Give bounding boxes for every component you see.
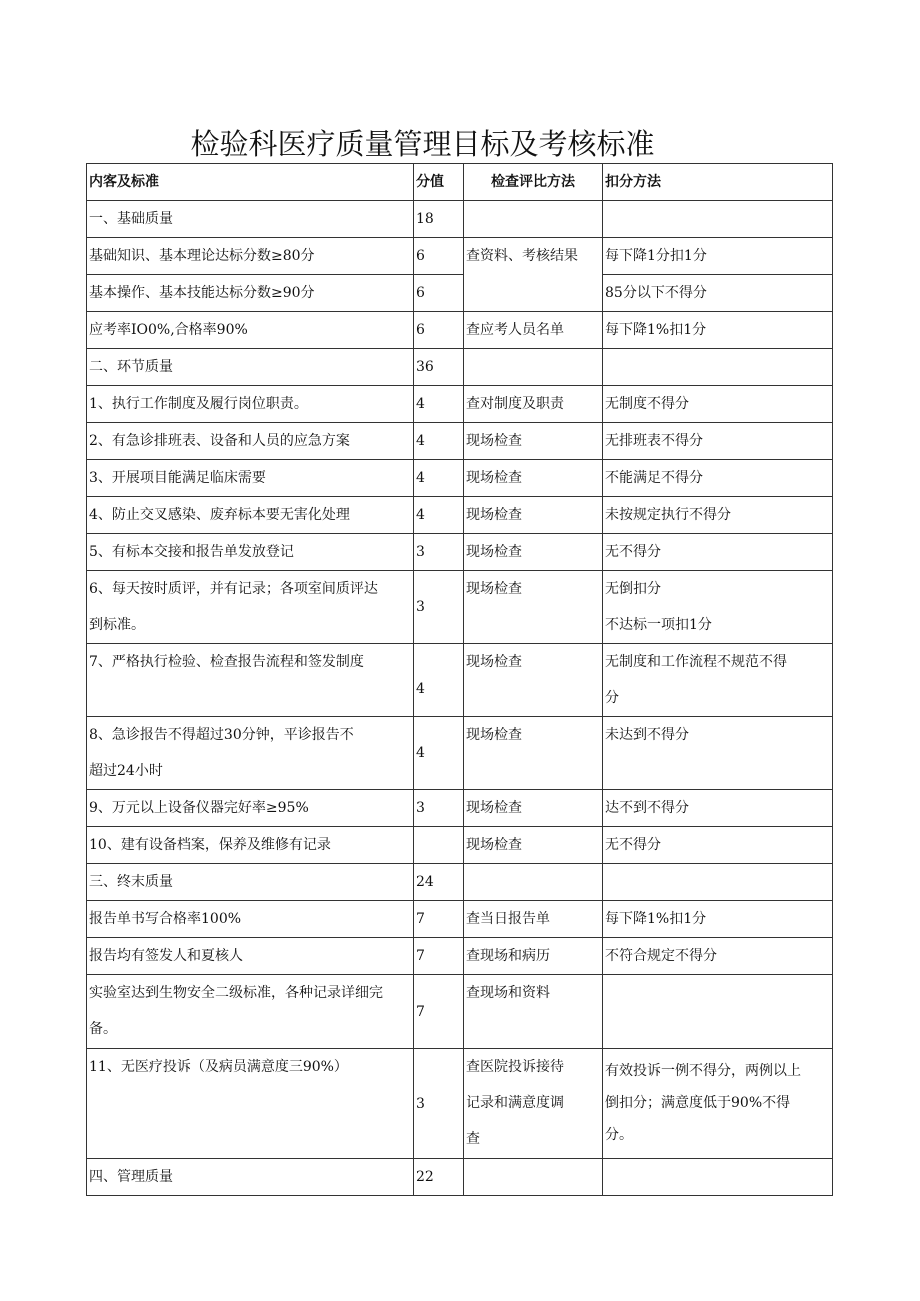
method-cell bbox=[464, 423, 603, 460]
score-cell: 22 bbox=[414, 1159, 464, 1196]
deduct-cell-line: 无倒扣分 bbox=[605, 581, 661, 597]
table-row bbox=[87, 349, 833, 386]
method-cell bbox=[464, 790, 603, 827]
method-cell bbox=[464, 1159, 603, 1196]
deduct-cell-line: 85分以下不得分 bbox=[605, 285, 707, 301]
content-cell-line: 实验室达到生物安全二级标准，各种记录详细完 bbox=[89, 985, 383, 1001]
table-row bbox=[87, 1049, 833, 1159]
deduct-cell bbox=[603, 644, 833, 717]
deduct-cell bbox=[603, 460, 833, 497]
deduct-cell bbox=[603, 1049, 833, 1159]
content-cell bbox=[87, 238, 414, 275]
deduct-cell bbox=[603, 901, 833, 938]
deduct-cell-line: 有效投诉一例不得分，两例以上 bbox=[605, 1063, 801, 1079]
method-cell bbox=[464, 938, 603, 975]
header-method: 检查评比方法 bbox=[464, 164, 603, 201]
table-row bbox=[87, 571, 833, 644]
deduct-cell bbox=[603, 386, 833, 423]
content-cell-line: 基础知识、基本理论达标分数≥80分 bbox=[89, 248, 315, 264]
content-cell-line: 7、严格执行检验、检查报告流程和签发制度 bbox=[89, 654, 364, 670]
content-cell bbox=[87, 386, 414, 423]
score-cell: 7 bbox=[414, 938, 464, 975]
content-cell-line: 报告单书写合格率100% bbox=[89, 911, 242, 927]
content-cell-line: 2、有急诊排班表、设备和人员的应急方案 bbox=[89, 433, 350, 449]
content-cell-line: 一、基础质量 bbox=[89, 211, 173, 227]
content-cell bbox=[87, 534, 414, 571]
method-cell bbox=[464, 827, 603, 864]
method-cell-line: 现场检查 bbox=[466, 544, 522, 560]
deduct-cell bbox=[603, 349, 833, 386]
table-row bbox=[87, 386, 833, 423]
content-cell bbox=[87, 275, 414, 312]
method-cell-line: 查 bbox=[466, 1131, 480, 1147]
deduct-cell bbox=[603, 275, 833, 312]
score-cell: 3 bbox=[414, 1049, 464, 1159]
content-cell bbox=[87, 827, 414, 864]
deduct-cell bbox=[603, 312, 833, 349]
method-cell-line: 现场检查 bbox=[466, 800, 522, 816]
content-cell bbox=[87, 312, 414, 349]
page-title: 检验科医疗质量管理目标及考核标准 bbox=[190, 127, 655, 161]
content-cell-line: 1、执行工作制度及履行岗位职责。 bbox=[89, 396, 308, 412]
content-cell bbox=[87, 938, 414, 975]
method-cell bbox=[464, 386, 603, 423]
deduct-cell bbox=[603, 717, 833, 790]
score-cell: 4 bbox=[414, 644, 464, 717]
deduct-cell-line: 分 bbox=[605, 690, 619, 706]
table-row bbox=[87, 975, 833, 1049]
score-cell: 6 bbox=[414, 238, 464, 275]
content-cell bbox=[87, 497, 414, 534]
deduct-cell-line: 分。 bbox=[605, 1127, 633, 1143]
deduct-cell-line: 不能满足不得分 bbox=[605, 470, 703, 486]
deduct-cell bbox=[603, 790, 833, 827]
method-cell-line: 查现场和资料 bbox=[466, 985, 550, 1001]
content-cell bbox=[87, 1049, 414, 1159]
table-row bbox=[87, 790, 833, 827]
header-content: 内客及标准 bbox=[87, 164, 414, 201]
score-cell: 3 bbox=[414, 571, 464, 644]
deduct-cell-line: 每下降1分扣1分 bbox=[605, 248, 707, 264]
deduct-cell-line: 未达到不得分 bbox=[605, 727, 689, 743]
method-cell bbox=[464, 864, 603, 901]
method-cell bbox=[464, 571, 603, 644]
method-cell bbox=[464, 901, 603, 938]
score-cell: 4 bbox=[414, 423, 464, 460]
content-cell bbox=[87, 975, 414, 1049]
method-cell bbox=[464, 644, 603, 717]
content-cell-line: 二、环节质量 bbox=[89, 359, 173, 375]
table-row bbox=[87, 938, 833, 975]
content-cell-line: 到标准。 bbox=[89, 617, 145, 633]
header-deduct: 扣分方法 bbox=[603, 164, 833, 201]
content-cell bbox=[87, 201, 414, 238]
method-cell bbox=[464, 460, 603, 497]
method-cell bbox=[464, 238, 603, 312]
table-row bbox=[87, 717, 833, 790]
table-row bbox=[87, 423, 833, 460]
deduct-cell bbox=[603, 938, 833, 975]
method-cell bbox=[464, 1049, 603, 1159]
score-cell: 4 bbox=[414, 460, 464, 497]
content-cell-line: 10、建有设备档案，保养及维修有记录 bbox=[89, 837, 331, 853]
score-cell: 18 bbox=[414, 201, 464, 238]
score-cell: 4 bbox=[414, 497, 464, 534]
deduct-cell-line: 无制度不得分 bbox=[605, 396, 689, 412]
content-cell-line: 报告均有签发人和夏核人 bbox=[89, 948, 243, 964]
deduct-cell-line: 无制度和工作流程不规范不得 bbox=[605, 654, 787, 670]
deduct-cell bbox=[603, 975, 833, 1049]
method-cell-line: 记录和满意度调 bbox=[466, 1095, 564, 1111]
content-cell-line: 9、万元以上设备仪器完好率≥95% bbox=[89, 800, 309, 816]
content-cell-line: 5、有标本交接和报告单发放登记 bbox=[89, 544, 294, 560]
score-cell: 7 bbox=[414, 975, 464, 1049]
content-cell-line: 基本操作、基本技能达标分数≥90分 bbox=[89, 285, 315, 301]
method-cell-line: 现场检查 bbox=[466, 654, 522, 670]
deduct-cell-line: 不符合规定不得分 bbox=[605, 948, 717, 964]
score-cell: 7 bbox=[414, 901, 464, 938]
content-cell bbox=[87, 349, 414, 386]
method-cell bbox=[464, 975, 603, 1049]
table-row bbox=[87, 201, 833, 238]
content-cell-line: 应考率IO0%,合格率90% bbox=[89, 322, 248, 338]
method-cell-line: 现场检查 bbox=[466, 470, 522, 486]
method-cell bbox=[464, 312, 603, 349]
deduct-cell-line: 无不得分 bbox=[605, 837, 661, 853]
table-row bbox=[87, 827, 833, 864]
score-cell: 6 bbox=[414, 275, 464, 312]
deduct-cell bbox=[603, 534, 833, 571]
content-cell-line: 11、无医疗投诉（及病员满意度三90%） bbox=[89, 1059, 348, 1075]
table-row bbox=[87, 238, 833, 275]
deduct-cell bbox=[603, 864, 833, 901]
deduct-cell bbox=[603, 201, 833, 238]
score-cell: 4 bbox=[414, 717, 464, 790]
method-cell-line: 查资料、考核结果 bbox=[466, 248, 578, 264]
table-row bbox=[87, 901, 833, 938]
content-cell-line: 四、管理质量 bbox=[89, 1169, 173, 1185]
table-row bbox=[87, 312, 833, 349]
assessment-table bbox=[86, 163, 833, 1196]
content-cell-line: 8、急诊报告不得超过30分钟，平诊报告不 bbox=[89, 727, 354, 743]
method-cell-line: 现场检查 bbox=[466, 507, 522, 523]
content-cell-line bbox=[89, 680, 411, 716]
content-cell-line: 3、开展项目能满足临床需要 bbox=[89, 470, 266, 486]
deduct-cell-line: 每下降1%扣1分 bbox=[605, 911, 707, 927]
content-cell bbox=[87, 571, 414, 644]
deduct-cell-line: 达不到不得分 bbox=[605, 800, 689, 816]
method-cell bbox=[464, 349, 603, 386]
deduct-cell bbox=[603, 571, 833, 644]
content-cell bbox=[87, 423, 414, 460]
deduct-cell-line: 未按规定执行不得分 bbox=[605, 507, 731, 523]
table-row bbox=[87, 644, 833, 717]
method-cell-line: 查当日报告单 bbox=[466, 911, 550, 927]
content-cell bbox=[87, 901, 414, 938]
content-cell bbox=[87, 864, 414, 901]
header-score: 分值 bbox=[414, 164, 464, 201]
content-cell bbox=[87, 790, 414, 827]
score-cell: 24 bbox=[414, 864, 464, 901]
deduct-cell-line: 无排班表不得分 bbox=[605, 433, 703, 449]
score-cell bbox=[414, 827, 464, 864]
deduct-cell bbox=[603, 497, 833, 534]
method-cell bbox=[464, 534, 603, 571]
content-cell bbox=[87, 460, 414, 497]
table-row bbox=[87, 460, 833, 497]
table-row bbox=[87, 864, 833, 901]
deduct-cell-line: 不达标一项扣1分 bbox=[605, 617, 712, 633]
method-cell-line: 现场检查 bbox=[466, 837, 522, 853]
table-row bbox=[87, 497, 833, 534]
content-cell-line: 4、防止交叉感染、废弃标本要无害化处理 bbox=[89, 507, 350, 523]
table-row bbox=[87, 1159, 833, 1196]
method-cell-line: 查应考人员名单 bbox=[466, 322, 564, 338]
deduct-cell-line: 每下降1%扣1分 bbox=[605, 322, 707, 338]
deduct-cell-line: 倒扣分；满意度低于90%不得 bbox=[605, 1095, 791, 1111]
score-cell: 6 bbox=[414, 312, 464, 349]
table-header-row bbox=[87, 164, 833, 201]
content-cell bbox=[87, 717, 414, 790]
deduct-cell bbox=[603, 827, 833, 864]
deduct-cell bbox=[603, 238, 833, 275]
deduct-cell bbox=[603, 1159, 833, 1196]
method-cell-line: 查对制度及职责 bbox=[466, 396, 564, 412]
method-cell-line: 现场检查 bbox=[466, 727, 522, 743]
score-cell: 4 bbox=[414, 386, 464, 423]
method-cell-line: 查医院投诉接待 bbox=[466, 1059, 564, 1075]
deduct-cell-line: 无不得分 bbox=[605, 544, 661, 560]
deduct-cell bbox=[603, 423, 833, 460]
method-cell bbox=[464, 497, 603, 534]
score-cell: 36 bbox=[414, 349, 464, 386]
content-cell-line: 三、终末质量 bbox=[89, 874, 173, 890]
content-cell bbox=[87, 644, 414, 717]
method-cell-line: 现场检查 bbox=[466, 581, 522, 597]
method-cell bbox=[464, 201, 603, 238]
score-cell: 3 bbox=[414, 790, 464, 827]
method-cell-line: 现场检查 bbox=[466, 433, 522, 449]
content-cell-line: 6、每天按时质评，并有记录；各项室间质评达 bbox=[89, 581, 378, 597]
table-row bbox=[87, 534, 833, 571]
content-cell-line: 备。 bbox=[89, 1021, 117, 1037]
score-cell: 3 bbox=[414, 534, 464, 571]
content-cell-line: 超过24小时 bbox=[89, 763, 163, 779]
content-cell bbox=[87, 1159, 414, 1196]
method-cell-line: 查现场和病历 bbox=[466, 948, 550, 964]
method-cell bbox=[464, 717, 603, 790]
table-row bbox=[87, 275, 833, 312]
